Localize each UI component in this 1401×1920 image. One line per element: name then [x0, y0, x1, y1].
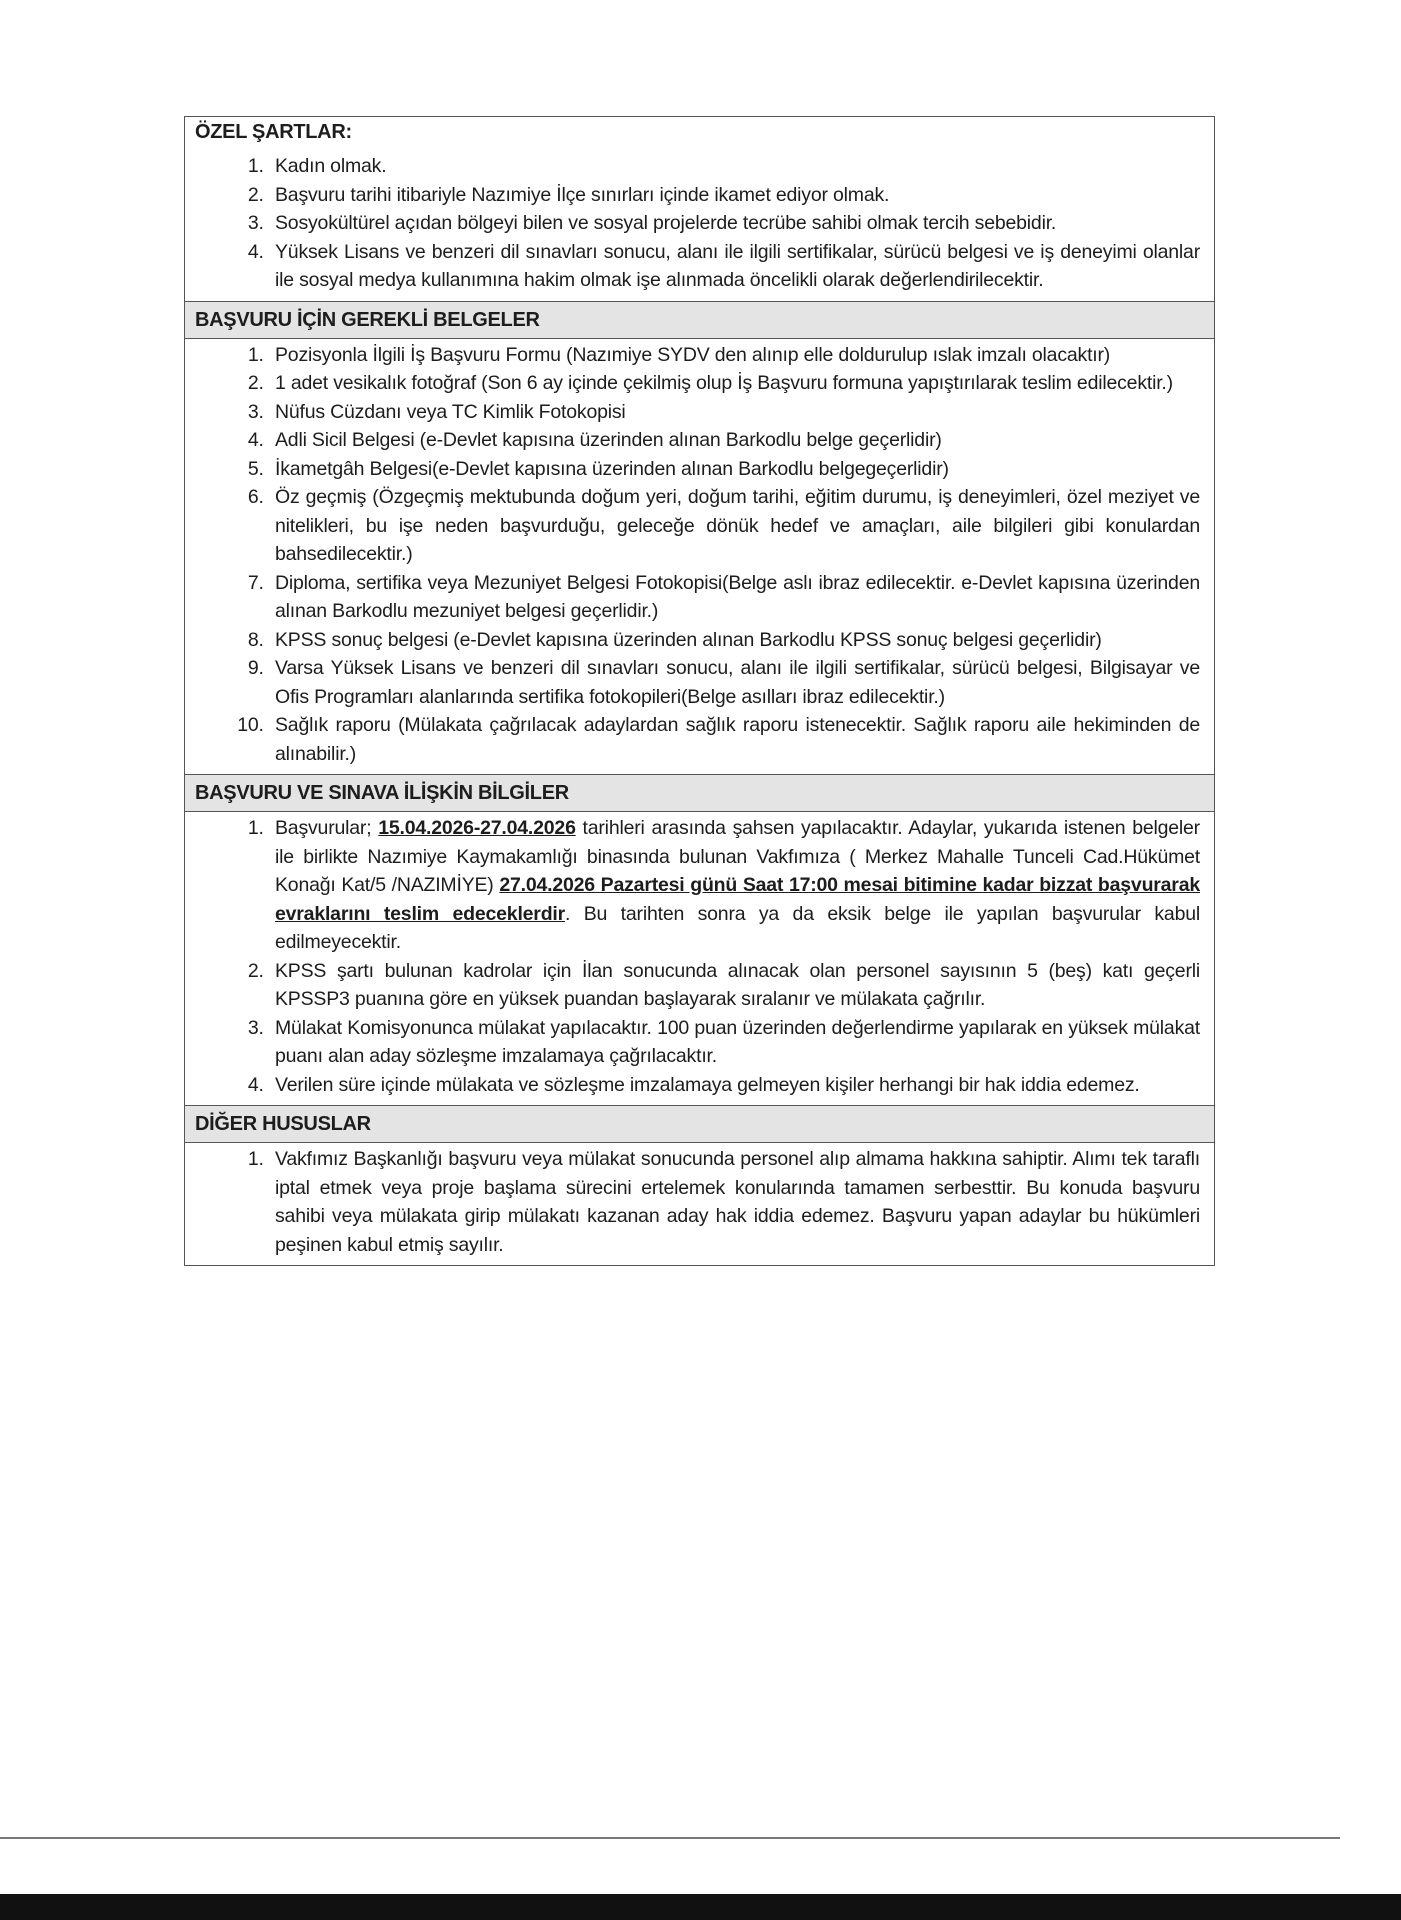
list-item: 1. Vakfımız Başkanlığı başvuru veya mülakat sonucunda personel alıp almama hakkına sahiptir. Alımı tek taraflı iptal etmek veya proje başlama sürecini ertelemek konularında tamamen serbesttir. Bu konuda başvuru sahibi veya mülakata girip mülakatı kazanan aday hak iddia edemez. Başvuru yapan adaylar bu hükümleri peşinen kabul etmiş sayılır. — [269, 1145, 1200, 1259]
list-item: 10. Sağlık raporu (Mülakata çağrılacak adaylardan sağlık raporu istenecektir. Sağlık raporu aile hekiminden de alınabilir.) — [269, 711, 1200, 768]
list-item: 5. İkametgâh Belgesi(e-Devlet kapısına üzerinden alınan Barkodlu belgegeçerlidir) — [269, 455, 1200, 484]
application-info-list — [185, 812, 1214, 1105]
list-item: 3. Sosyokültürel açıdan bölgeyi bilen ve sosyal projelerde tecrübe sahibi olmak tercih sebebidir. — [269, 209, 1200, 238]
section-title-application-info: BAŞVURU VE SINAVA İLİŞKİN BİLGİLER — [185, 774, 1214, 812]
list-item: 1. Kadın olmak. — [269, 152, 1200, 181]
text: tarihleri arasında şahsen yapılacaktır. Adaylar, yukarıda istenen belgeler ile birlikte Nazımiye Kaymakamlığı binasında bulunan Vakfımıza ( Merkez Mahalle Tunceli Cad.Hükümet Konağı Kat/5 /NAZIMİYE) — [275, 817, 1200, 896]
deadline-text: 27.04.2026 Pazartesi günü Saat 17:00 mesai bitimine kadar bizzat başvurarak evraklarını teslim edeceklerdir — [275, 874, 1200, 925]
scan-edge-band — [0, 1894, 1401, 1920]
list-item: 9. Varsa Yüksek Lisans ve benzeri dil sınavları sonucu, alanı ile ilgili sertifikalar, sürücü belgesi, Bilgisayar ve Ofis Programları alanlarında sertifika fotokopileri(Belge asılları ibraz edilecektir.) — [269, 654, 1200, 711]
text: . Bu tarihten sonra ya da eksik belge ile yapılan başvurular kabul edilmeyecektir. — [275, 902, 1200, 953]
list-item: 7. Diploma, sertifika veya Mezuniyet Belgesi Fotokopisi(Belge aslı ibraz edilecektir. e-Devlet kapısına üzerinden alınan Barkodlu mezuniyet belgesi geçerlidir.) — [269, 569, 1200, 626]
required-documents-list — [185, 339, 1214, 775]
list-item: 6. Öz geçmiş (Özgeçmiş mektubunda doğum yeri, doğum tarihi, eğitim durumu, iş deneyimleri, özel meziyet ve nitelikleri, bu işe neden başvurduğu, geleceğe dönük hedef ve amaçları, aile bilgileri gibi konulardan bahsedilecektir.) — [269, 483, 1200, 569]
special-conditions-list — [185, 150, 1214, 301]
list-item: 4. Yüksek Lisans ve benzeri dil sınavları sonucu, alanı ile ilgili sertifikalar, sürücü belgesi ve iş deneyimi olanlar ile sosyal medya kullanımına hakim olmak işe alınmada öncelikli olarak değerlendirilecektir. — [269, 238, 1200, 295]
list-item: 8. KPSS sonuç belgesi (e-Devlet kapısına üzerinden alınan Barkodlu KPSS sonuç belgesi geçerlidir) — [269, 626, 1200, 655]
list-item: 3. Nüfus Cüzdanı veya TC Kimlik Fotokopisi — [269, 398, 1200, 427]
section-title-required-documents: BAŞVURU İÇİN GEREKLİ BELGELER — [185, 301, 1214, 339]
list-item: 1. Pozisyonla İlgili İş Başvuru Formu (Nazımiye SYDV den alınıp elle doldurulup ıslak imzalı olacaktır) — [269, 341, 1200, 370]
list-item: 2. 1 adet vesikalık fotoğraf (Son 6 ay içinde çekilmiş olup İş Başvuru formuna yapıştırılarak teslim edilecektir.) — [269, 369, 1200, 398]
list-item: 3. Mülakat Komisyonunca mülakat yapılacaktır. 100 puan üzerinden değerlendirme yapılarak en yüksek mülakat puanı alan aday sözleşme imzalamaya çağrılacaktır. — [269, 1014, 1200, 1071]
list-item: 4. Adli Sicil Belgesi (e-Devlet kapısına üzerinden alınan Barkodlu belge geçerlidir) — [269, 426, 1200, 455]
list-item-application-dates — [269, 814, 1200, 957]
text: Başvurular; — [275, 817, 379, 839]
date-range: 15.04.2026-27.04.2026 — [378, 817, 576, 839]
list-item: 2. KPSS şartı bulunan kadrolar için İlan sonucunda alınacak olan personel sayısının 5 (beş) katı geçerli KPSSP3 puanına göre en yüksek puandan başlayarak sıralanır ve mülakata çağrılır. — [269, 957, 1200, 1014]
list-item: 2. Başvuru tarihi itibariyle Nazımiye İlçe sınırları içinde ikamet ediyor olmak. — [269, 181, 1200, 210]
scan-divider-line — [0, 1837, 1340, 1839]
document-table — [184, 116, 1215, 1266]
other-matters-list — [185, 1143, 1214, 1265]
section-title-special-conditions: ÖZEL ŞARTLAR: — [185, 117, 1214, 150]
section-title-other-matters: DİĞER HUSUSLAR — [185, 1105, 1214, 1143]
list-item: 4. Verilen süre içinde mülakata ve sözleşme imzalamaya gelmeyen kişiler herhangi bir hak iddia edemez. — [269, 1071, 1200, 1100]
